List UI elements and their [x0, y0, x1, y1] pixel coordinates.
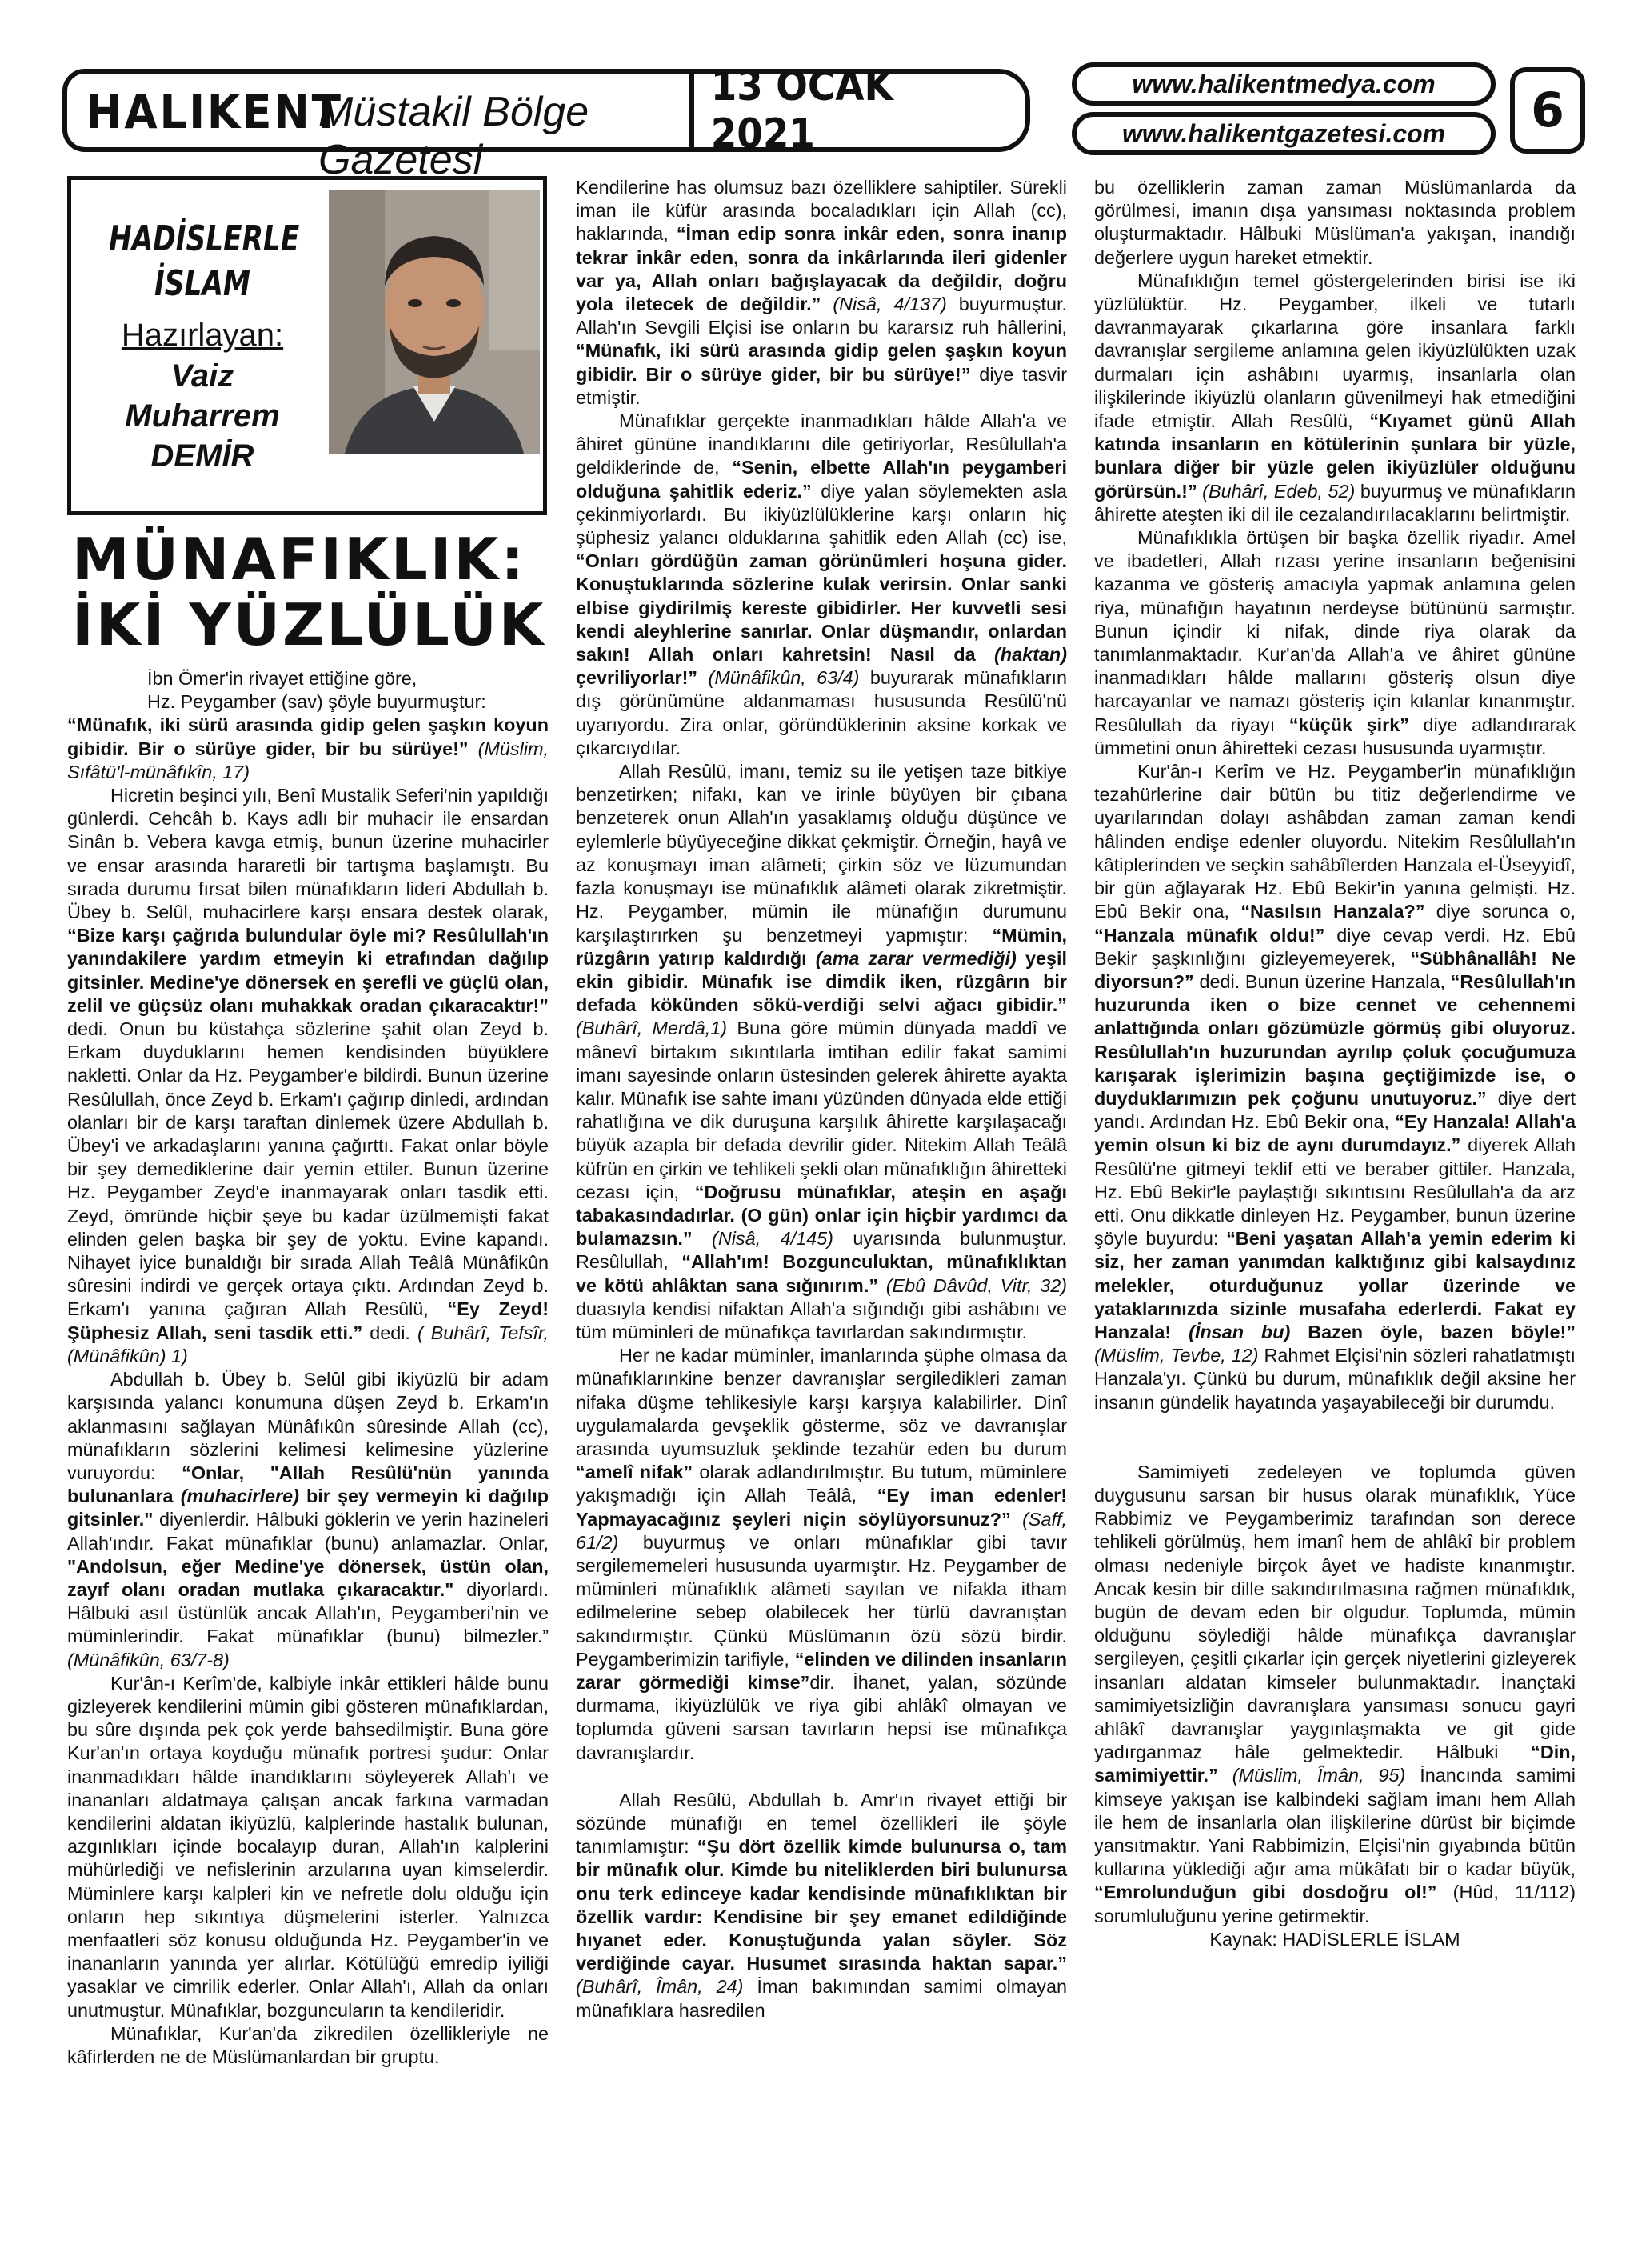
- column-1: [67, 176, 549, 2069]
- series-title-line1: HADİSLERLE: [109, 218, 300, 259]
- author-last-name: DEMİR: [150, 438, 254, 474]
- article-paragraph: Allah Resûlü, Abdullah b. Amr'ın rivayet ettiği bir sözünde münafığı en temel özellikleri ile şöyle tanımlamıştır: “Şu dört özellik kimde bulunursa o, tam bir münafık olur. Kimde bu niteliklerden biri bulunursa onu terk edinceye kadar kendisinde münafıklıktan bir özellik vardır: Kendisine bir şey emanet edildiğinde hıyanet eder. Konuştuğunda yalan söyler. Söz verdiğinde cayar. Husumet sırasında haktan sapar.” (Buhârî, Îmân, 24) İman bakımından samimi olmayan münafıklara hasredilen: [576, 1789, 1067, 2021]
- article-paragraph: Samimiyeti zedeleyen ve toplumda güven duygusunu sarsan bir husus olarak münafıklık, Yüce Rabbimiz ve Peygamberimiz tarafından son derece tehlikeli görülmüş, hem imanî hem de ahlâkî bir problem olması nedeniyle birçok âyet ve hadiste kınanmıştır. Ancak kesin bir dille sakındırılmasına rağmen münafıklık, bugün de devam eden bir olgudur. Toplumda, mümin olduğunu söylediği hâlde münafıkça davranışlar sergileyen, çeşitli çıkarlar için gerçek niyetlerini gizleyerek insanları aldatan kimseler bulunmaktadır. İnançtaki samimiyetsizliğin davranışlara yansıması sonucu gayri ahlâkî davranışlar yaygınlaşmakta ve git gide yadırganmaz hâle gelmektedir. Hâlbuki “Din, samimiyettir.” (Müslim, Îmân, 95) İnancında samimi kimseye yakışan ise kalbindeki sağlam imanı hem Allah ile hem de insanlarla olan ilişkilerine dürüst bir biçimde yansıtmaktır. Yani Rabbimizin, Elçisi'nin gıyabında bütün kullarına yüklediği ağır ama mükâfatı bir o kadar büyük, “Emrolunduğun gibi dosdoğru ol!” (Hûd, 11/112) sorumluluğunu yerine getirmektir.: [1094, 1461, 1576, 1926]
- article-paragraph: Münafıklıkla örtüşen bir başka özellik riyadır. Amel ve ibadetleri, Allah rızası yerine insanların beğenisini kazanma ve gösteriş amacıyla yapmak anlamına gelen riya, münafığın hayatının nerdeyse bütününü sarmıştır. Bunun içindir ki nifak, dinde riya olarak da tanımlanmaktadır. Kur'an'da Allah'a ve âhiret gününe inanmadıkları hâlde mallarını gösteriş olsun diye harcayanlar ve namazı gösteriş için kılanlar kınanmıştır. Resûlullah da riyayı “küçük şirk” diye adlandırarak ümmetini onun âhiretteki cezası hususunda uyarmıştır.: [1094, 527, 1576, 758]
- headline-line-1: MÜNAFIKLIK:: [72, 526, 527, 593]
- article-paragraph: Münafıklığın temel göstergelerinden birisi ise iki yüzlülüktür. Hz. Peygamber, ilkeli ve tutarlı davranmayarak çıkarlarına göre insanlara farklı davranışlar sergileme anlamına gelen ikiyüzlülükten uzak durmaları için ashâbını uyarmış, insanlarla olan ilişkilerinde ikiyüzlü olanların güvenilmeyi hak etmediğini ifade etmiştir. Allah Resûlü, “Kıyamet günü Allah katında insanların en kötülerinin şunlara bir yüzle, bunlara diğer bir yüzle gelen ikiyüzlüler olduğunu görürsün.!” (Buhârî, Edeb, 52) buyurmuş ve münafıkların âhirette ateşten iki dil ile cezalandırılacaklarını belirtmiştir.: [1094, 270, 1576, 525]
- article-paragraph: Kur'ân-ı Kerîm'de, kalbiyle inkâr ettikleri hâlde bunu gizleyerek kendilerini mümin gibi gösteren münafıklardan, bu sûre dışında pek çok yerde bahsedilmiştir. Buna göre Kur'an'ın ortaya koyduğu münafık portresi şudur: Onlar inanmadıkları hâlde inandıklarını söyleyerek Allah'ı ve inananları aldatmaya çalışan ancak farkına varmadan kendilerini aldatan ikiyüzlü, kalplerinde hastalık bulunan, azgınlıkları içinde bocalayıp duran, Allah'ın kalplerini mühürlediği ve nefislerinin arzularına uyan kimselerdir. Müminlere karşı kalpleri kin ve nefretle dolu olduğu için onların hep sıkıntıya düşmelerini isterler. Yalnızca menfaatleri söz konusu olduğunda Hz. Peygamber'in ve inananların yanında yer alırlar. Kötülüğü emredip iyiliği yasaklar ve cimrilik ederler. Onlar Allah'ı, Allah da onları unutmuştur. Münafıklar, bozguncuların ta kendileridir.: [67, 1672, 549, 2021]
- article-paragraph: bu özelliklerin zaman zaman Müslümanlarda da görülmesi, imanın dışa yansıması noktasında problem oluşturmaktadır. Hâlbuki Müslüman'a yakışan, inandığı değerlere uygun hareket etmektir.: [1094, 177, 1576, 268]
- website-link-2[interactable]: www.halikentgazetesi.com: [1072, 112, 1496, 155]
- article-paragraph: Allah Resûlü, imanı, temiz su ile yetişen taze bitkiye benzetirken; nifakı, kan ve irinle büyüyen bir çıbana benzeterek onun Allah'ın yasaklamış olduğu düşünce ve eylemlerle büyüyeceğine dikkat çekmiştir. Örneğin, hayâ ve az konuşmayı iman alâmeti; çirkin söz ve lüzumundan fazla konuşmayı ise münafıklık alâmeti olarak zikretmiştir. Hz. Peygamber, mümin ile münafığın durumunu karşılaştırırken şu benzetmeyi yapmıştır: “Mümin, rüzgârın yatırıp kaldırdığı (ama zarar vermediği) yeşil ekin gibidir. Münafık ise dimdik iken, rüzgârın bir defada kökünden sökü-verdiği selvi ağacı gibidir.” (Buhârî, Merdâ,1) Buna göre mümin dünyada maddî ve mânevî birtakım sıkıntılarla imtihan edilir fakat samimi imanı sayesinde onların üstesinden gelerek âhirette ayakta kalır. Münafık ise sahte imanı yüzünden dünyada elde ettiği rahatlığına ve dik duruşuna karşılık âhirette karşılaşacağı büyük azapla bir defada devrilir gider. Nitekim Allah Teâlâ küfrün en çirkin ve tehlikeli şekli olan münafıklığın âhiretteki cezası için, “Doğrusu münafıklar, ateşin en aşağı tabakasındadırlar. (O gün) onlar için hiçbir yardımcı da bulamazsın.” (Nisâ, 4/145) uyarısında bulunmuştur. Resûlullah, “Allah'ım! Bozgunculuktan, münafıklıktan ve kötü ahlâktan sana sığınırım.” (Ebû Dâvûd, Vitr, 32) duasıyla kendisi nifaktan Allah'a sığındığı gibi ashâbını ve tüm müminleri de münafıkça tavırlardan sakındırmıştır.: [576, 761, 1068, 1342]
- masthead: [62, 62, 1584, 183]
- page-number: 6: [1510, 67, 1585, 154]
- intro-line-2: Hz. Peygamber (sav) şöyle buyurmuştur:: [147, 691, 486, 713]
- series-title-line2: İSLAM: [154, 263, 251, 304]
- brand-name: HALIKENT: [86, 85, 343, 139]
- author-first-name: Muharrem: [125, 398, 280, 434]
- column-3: [1094, 176, 1576, 1951]
- intro-line-1: İbn Ömer'in rivayet ettiğine göre,: [147, 668, 417, 689]
- article-paragraph: Kendilerine has olumsuz bazı özelliklere sahiptiler. Sürekli iman ile küfür arasında bocaladıkları için Allah (cc), haklarında, “İman edip sonra inkâr eden, sonra inanıp tekrar inkâr eden, sonra da inkârlarında ileri gidenler var ya, Allah onları bağışlayacak da değildir, doğru yola iletecek de değildir.” (Nisâ, 4/137) buyurmuştur. Allah'ın Sevgili Elçisi ise onların bu kararsız ruh hâllerini, “Münafık, iki sürü arasında gidip gelen şaşkın koyun gibidir. Bir o sürüye gider, bir bu sürüye!” diye tasvir etmiştir.: [576, 177, 1068, 408]
- article-paragraph: Her ne kadar müminler, imanlarında şüphe olmasa da münafıklarınkine benzer davranışlar sergiledikleri zaman nifaka düşme tehlikesiyle karşı karşıya kalabilirler. Dinî uygulamalarda gevşeklik gösterme, söz ve davranışlar arasında uyumsuzluk şeklinde tezahür eden bu durum “amelî nifak” olarak adlandırılmıştır. Bu tutum, müminlere yakışmadığı için Allah Teâlâ, “Ey iman edenler! Yapmayacağınız şeyleri niçin söylüyorsunuz?” (Saff, 61/2) buyurmuş ve onları münafıklar gibi tavır sergilememeleri hususunda uyarmıştır. Hz. Peygamber de müminleri münafıklık alâmeti sayılan ve nifakla itham edilmelerine sebep olabilecek her türlü davranıştan sakındırmıştır. Çünkü Müslümanın özü sözü birdir. Peygamberimizin tarifiyle, “elinden ve dilinden insanların zarar görmediği kimse”dir. İhanet, yalan, sözünde durmama, ikiyüzlülük ve riya gibi ahlâkî olmayan ve toplumda güveni sarsan tavırların hepsi ise münafıkça davranışlardır.: [576, 1345, 1068, 1763]
- article-paragraph: Hicretin beşinci yılı, Benî Mustalik Seferi'nin yapıldığı günlerdi. Cehcâh b. Kays adlı bir muhacir ile ensardan Sinân b. Vebera kavga etmiş, bunun üzerine muhacirler ve ensar arasında hararetli bir tartışma başlamıştı. Bu sırada durumu fırsat bilen münafıkların lideri Abdullah b. Übey b. Selûl, muhacirlere karşı ensara destek olarak, “Bize karşı çağrıda bulundular öyle mi? Resûlullah'ın yanındakilere yardım etmeyin ki etrafından dağılıp gitsinler. Medine'ye dönersek en şerefli ve güçlü olan, zelil ve güçsüz olanı muhakkak oradan çıkaracaktır!” dedi. Onun bu küstahça sözlerine şahit olan Zeyd b. Erkam duyduklarını hemen kendisinden büyüklere nakletti. Onlar da Hz. Peygamber'e bildirdi. Bunun üzerine Resûlullah, önce Zeyd b. Erkam'ı çağırıp dinledi, ardından olanları bir de karşı taraftan dinlemek üzere Abdullah b. Übey'i ve arkadaşlarını yanına çağırttı. Fakat onlar böyle bir şey demediklerine dair yemin ettiler. Bunun üzerine Hz. Peygamber Zeyd'e inanmayarak onları tasdik etti. Zeyd, ömründe hiçbir şeye bu kadar üzülmemişti fakat elinden gelen başka bir şey de yoktu. Evine kapandı. Nihayet iyice bunaldığı bir sırada Allah Teâlâ Münâfikûn sûresini indirdi ve gerçek ortaya çıktı. Ardından Zeyd b. Erkam'ı yanına çağıran Allah Resûlü, “Ey Zeyd! Şüphesiz Allah, seni tasdik etti.” dedi. ( Buhârî, Tefsîr, (Münâfikûn) 1): [67, 785, 549, 1366]
- issue-date: 13 OCAK 2021: [710, 62, 893, 158]
- author-title: Vaiz: [170, 358, 234, 394]
- article-paragraph: Münafıklar, Kur'an'da zikredilen özellikleriyle ne kâfirlerden ne de Müslümanlardan bir gruptu.: [67, 2022, 549, 2067]
- author-portrait-image: [329, 190, 540, 454]
- byline-text: [82, 217, 322, 476]
- headline: [72, 526, 549, 658]
- article-paragraph: Kur'ân-ı Kerîm ve Hz. Peygamber'in münafıklığın tezahürlerine dair bütün bu titiz değerlendirme ve uyarılarından dolayı ashâbdan zaman zaman kendi hâlinden endişe edenler oluyordu. Nitekim Resûlullah'ın kâtiplerinden ve seçkin sahâbîlerden Hanzala el-Üseyyidî, bir gün ağlayarak Hz. Ebû Bekir'in yanına gelmişti. Hz. Ebû Bekir ona, “Nasılsın Hanzala?” diye sorunca o, “Hanzala münafık oldu!” diye cevap verdi. Hz. Ebû Bekir şaşkınlığını gizleyemeyerek, “Sübhânallâh! Ne diyorsun?” dedi. Bunun üzerine Hanzala, “Resûlullah'ın huzurunda iken o bize cennet ve cehennemi anlattığında onları gözümüzle görmüş gibi oluyoruz. Resûlullah'ın huzurundan ayrılıp çoluk çocuğumuza karışarak işlerimizin başına geçtiğimizde ise, o duyduklarımızın pek çoğunu unutuyoruz.” diye dert yandı. Ardından Hz. Ebû Bekir ona, “Ey Hanzala! Allah'a yemin olsun ki biz de aynı durumdayız.” diyerek Allah Resûlü'ne gitmeyi teklif etti ve beraber gittiler. Hanzala, Hz. Ebû Bekir'le paylaştığı sıkıntısını Resûlullah'a da arz etti. Onu dikkatle dinleyen Hz. Peygamber, bunun üzerine şöyle buyurdu: “Beni yaşatan Allah'a yemin ederim ki siz, her zaman yanımdan kalktığınız gibi kalsaydınız melekler, oturduğunuz yollar üzerinde ve yataklarınızda sizinle musafaha ederlerdi. Fakat ey Hanzala! (İnsan bu) Bazen öyle, bazen böyle!” (Müslim, Tevbe, 12) Rahmet Elçisi'nin sözleri rahatlatmıştı Hanzala'yı. Çünkü bu durum, münafıklık değil aksine her insanın gündelik hayatında yaşayabileceği bir durumdu.: [1094, 761, 1576, 1413]
- article-paragraph: “Münafık, iki sürü arasında gidip gelen şaşkın koyun gibidir. Bir o sürüye gider, bir bu sürüye!” (Müslim, Sıfâtü'l-münâfıkîn, 17): [67, 714, 549, 782]
- headline-line-2: İKİ YÜZLÜLÜK: [72, 591, 546, 658]
- byline-box: [67, 176, 547, 515]
- prepared-by-label: Hazırlayan:: [121, 318, 284, 353]
- brand-box: [62, 69, 694, 183]
- article-paragraph: Abdullah b. Übey b. Selûl gibi ikiyüzlü bir adam karşısında yalancı konumuna düşen Zeyd b. Erkam'ın aklanmasını sağlayan Münâfıkûn sûresinde Allah (cc), münafıkların sözlerini kelimesi kelimesine yüzlerine vuruyordu: “Onlar, "Allah Resûlü'nün yanında bulunanlara (muhacirlere) bir şey vermeyin ki dağılıp gitsinler." diyenlerdir. Hâlbuki göklerin ve yerin hazineleri Allah'ındır. Fakat münafıklar (bunu) anlamazlar. Onlar, "Andolsun, eğer Medine'ye dönersek, üstün olan, zayıf olanı oradan mutlaka çıkaracaktır." diyorlardı. Hâlbuki asıl üstünlük ancak Allah'ın, Peygamberi'nin ve müminlerindir. Fakat münafıklar (bunu) bilmezler.” (Münâfikûn, 63/7-8): [67, 1369, 549, 1670]
- source-credit: Kaynak: HADİSLERLE İSLAM: [1209, 1928, 1460, 1950]
- date-box: [694, 62, 1030, 158]
- website-link-1[interactable]: www.halikentmedya.com: [1072, 62, 1496, 106]
- author-photo: [329, 190, 540, 454]
- article-paragraph: Münafıklar gerçekte inanmadıkları hâlde Allah'a ve âhiret gününe inandıklarını dile getiriyorlar, Resûlullah'a geldiklerinde de, “Senin, elbette Allah'ın peygamberi olduğuna şahitlik ederiz.” diye yalan söylemekten asla çekinmiyorlardı. Bu ikiyüzlülüklerine karşı onların hiç şüphesiz yalancı olduklarına şahitlik eden Allah (cc) ise, “Onları gördüğün zaman görünümleri hoşuna gider. Konuştuklarında sözlerine kulak verirsin. Onlar sanki elbise giydirilmiş kereste gibidirler. Her kuvvetli sesi kendi aleyhlerine sanırlar. Onlar düşmandır, onlardan sakın! Allah onları kahretsin! Nasıl da (haktan) çevriliyorlar!” (Münâfikûn, 63/4) buyurarak münafıkların dış görünümüne aldanmaması hususunda Resûlü'nü uyarıyordu. Zira onlar, göründüklerinin aksine korkak ve çıkarcıydılar.: [576, 410, 1067, 758]
- column-2: [576, 176, 1067, 2022]
- brand-subtitle: Müstakil Bölge Gazetesi: [318, 89, 589, 183]
